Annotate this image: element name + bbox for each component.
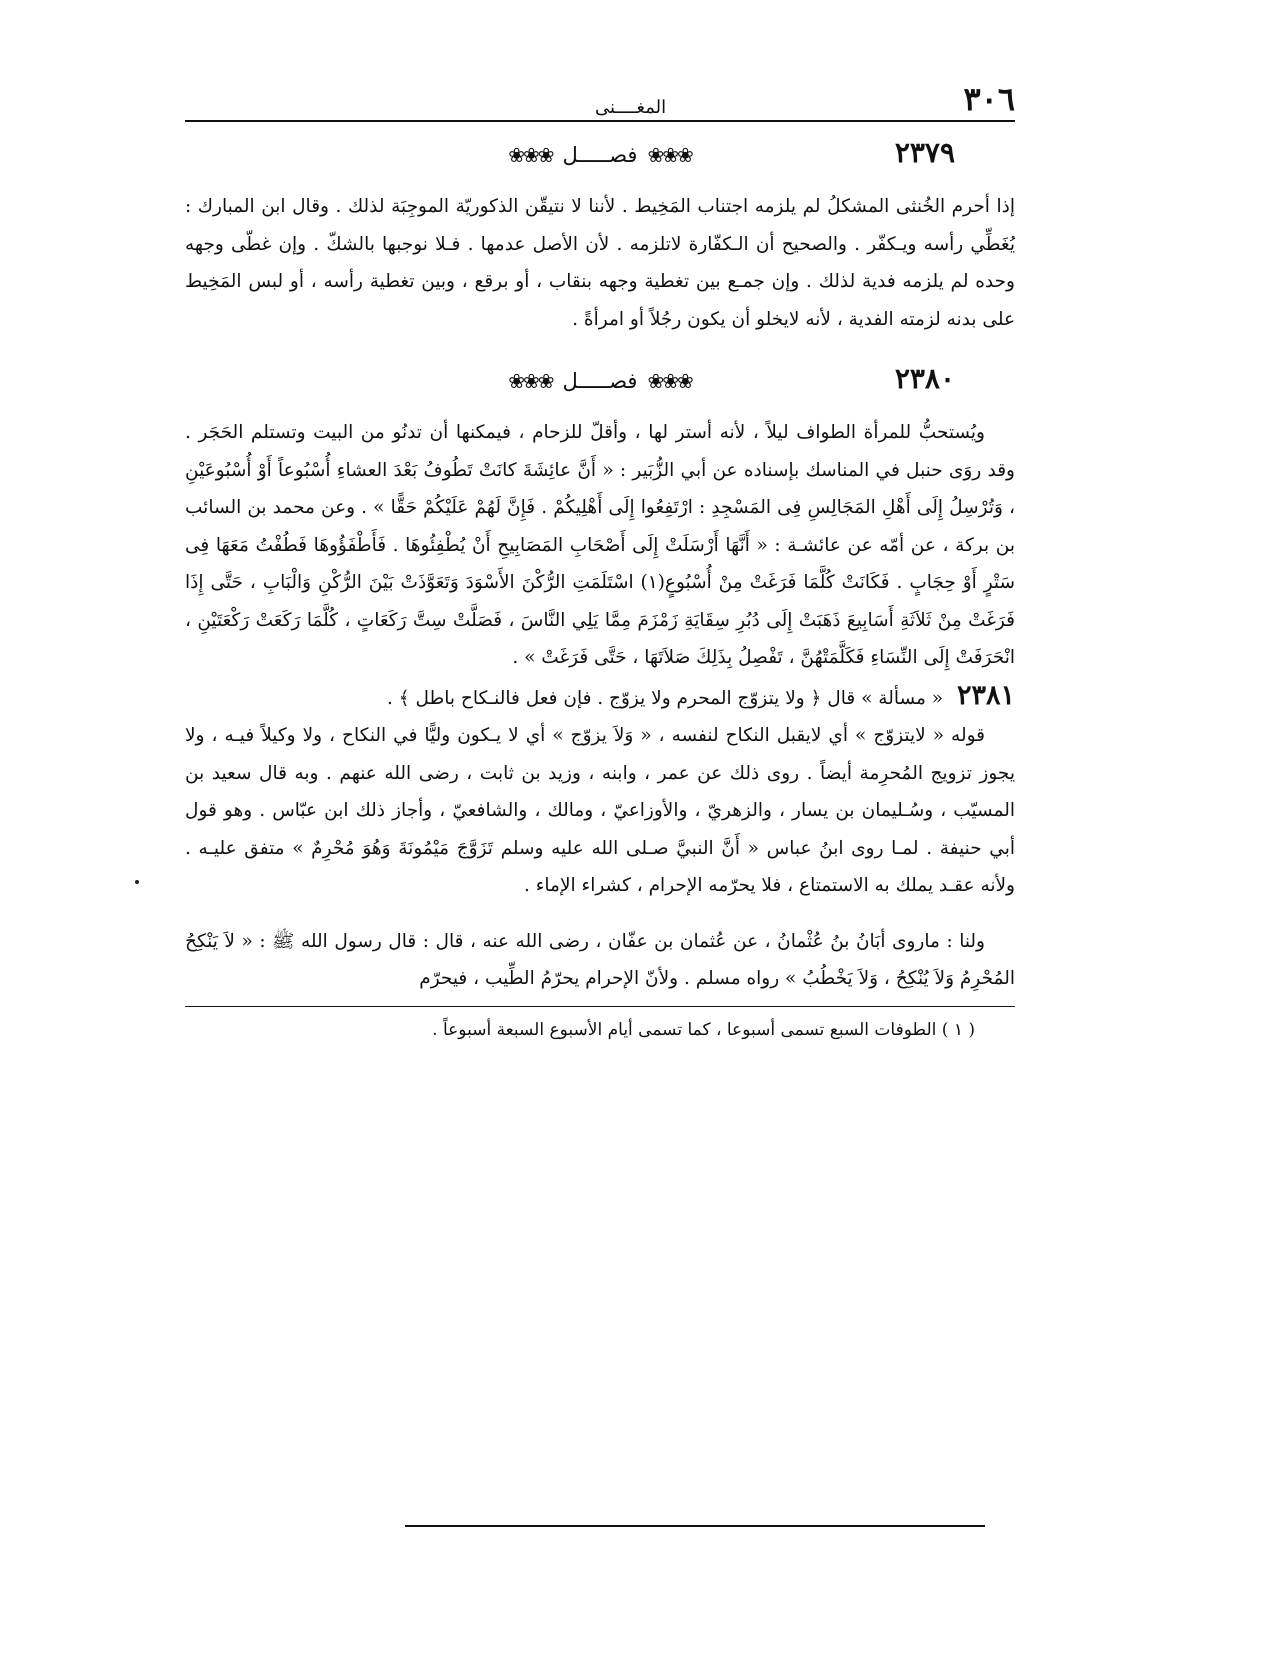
book-title: المغــــنى: [595, 97, 667, 118]
bottom-rule: [405, 1525, 985, 1527]
footnote: ( ١ ) الطوفات السبع تسمى أسبوعا ، كما تسمى أيام الأسبوع السبعة أسبوعاً .: [432, 1019, 975, 1040]
section-heading: [185, 348, 1015, 414]
masala-number: ٢٣٨١: [956, 679, 1015, 711]
masala-heading: [185, 677, 1015, 718]
paragraph: قوله « لايتزوّج » أي لايقبل النكاح لنفسه ، « وَلاَ يزوّج » أي لا يـكون وليًّا في النكاح ، ولا وكيلاً فيـه ، ولا يجوز تزويج المُحرِمة أيضاً . روى ذلك عن عمر ، وابنه ، وزيد بن ثابت ، رضى الله عنهم . وبه قال سعيد بن المسيّب ، وسُـليمان بن يسار ، والزهريّ ، والأوزاعيّ ، ومالك ، والشافعيّ ، وأجاز ذلك ابن عبّاس . وهو قول أبي حنيفة . لمـا روى ابنُ عباس « أَنَّ النبيَّ صـلى الله عليه وسلم تَزَوَّجَ مَيْمُونَةَ وَهُوَ مُحْرِمٌ » متفق عليـه . ولأنه عقـد يملك به الاستمتاع ، فلا يحرّمه الإحرام ، كشراء الإماء .: [185, 725, 1015, 896]
ornament-icon: ❀❀❀: [508, 369, 553, 393]
scan-speck: [135, 880, 139, 884]
section-title: فصـــــل: [562, 369, 638, 393]
section-text: إذا أحرم الخُنثى المشكلُ لم يلزمه اجتناب المَخِيط . لأننا لا نتيقّن الذكوريّة الموجِبَة لذلك . وقال ابن المبارك : يُغَطِّي رأسه ويـكفّر . والصحيح أن الـكفّارة لاتلزمه . لأن الأصل عدمها . فـلا نوجبها بالشكّ . وإن غطّى وجهه وحده لم يلزمه فدية لذلك . وإن جمـع بين تغطية وجهه بنقاب ، أو برقع ، وبين تغطية رأسه ، أو لبس المَخِيط على بدنه لزمته الفدية ، لأنه لايخلو أن يكون رجُلاً أو امرأةً .: [185, 196, 1015, 330]
section-number: ٢٣٧٩: [894, 136, 955, 169]
paragraph: ولنا : ماروى أبَانُ بنُ عُثْمانُ ، عن عُثمان بن عفّان ، رضى الله عنه ، قال : قال رسول الله ﷺ : « لاَ يَنْكِحُ المُحْرِمُ وَلاَ يُنْكِحُ ، وَلاَ يَخْطُبُ » رواه مسلم . ولأنّ الإحرام يحرّمُ الطِّيب ، فيحرّم: [185, 930, 1015, 989]
ornament-icon: ❀❀❀: [647, 143, 692, 167]
section-title: فصـــــل: [562, 143, 638, 167]
ornament-icon: ❀❀❀: [647, 369, 692, 393]
section-heading: [185, 122, 1015, 188]
document-page: [185, 60, 1015, 1064]
section-text: ويُستحبُّ للمرأة الطواف ليلاً ، لأنه أستر لها ، وأقلّ للزحام ، فيمكنها أن تدنُو من البيت وتستلم الحَجَر . وقد روَى حنبل في المناسك بإسناده عن أبي الزُّبَير : « أَنَّ عائِشَةَ كانَتْ تَطُوفُ بَعْدَ العشاءِ أُسْبُوعاً أَوْ أُسْبُوعَيْنِ ، وَتُرْسِلُ إِلَى أَهْلِ المَجَالِسِ فِى المَسْجِدِ : ارْتَفِعُوا إِلَى أَهْلِيكُمْ . فَإِنَّ لَهُمْ عَلَيْكُمْ حَقًّا » . وعن محمد بن السائب بن بركة ، عن أمّه عن عائشـة : « أَنَّهَا أَرْسَلَتْ إِلَى أَصْحَابِ المَصَابِيحِ أَنْ يُطْفِئُوهَا . فَأَطْفَؤُوهَا فَطُفْتُ مَعَهَا فِى سَتْرٍ أَوْ حِجَابٍ . فَكَانَتْ كُلَّمَا فَرَغَتْ مِنْ أُسْبُوعٍ(١) اسْتَلَمَتِ الرُّكْنَ الأَسْوَدَ وَتَعَوَّذَتْ بَيْنَ الرُّكْنِ وَالْبَابِ ، حَتَّى إِذَا فَرَغَتْ مِنْ ثَلاَثَةِ أَسَابِيعَ ذَهَبَتْ إِلَى دُبُرِ سِقَايَةِ زَمْزَمَ مِمَّا يَلِي النَّاسَ ، فَصَلَّتْ سِتَّ رَكَعَاتٍ ، كُلَّمَا رَكَعَتْ رَكْعَتَيْنِ ، انْحَرَفَتْ إِلَى النِّسَاءِ فَكَلَّمَتْهُنَّ ، تَفْصِلُ بِذَلِكَ صَلاَتَهَا ، حَتَّى فَرَغَتْ » .: [185, 422, 1016, 668]
footnote-rule: [185, 1006, 1015, 1007]
ornament-icon: ❀❀❀: [508, 143, 553, 167]
section-number: ٢٣٨٠: [894, 362, 955, 395]
running-head: [185, 60, 1015, 118]
page-number: ٣٠٦: [963, 80, 1015, 118]
masala-text: « مسألة » قال ﴿ ولا يتزوّج المحرم ولا يزوّج . فإن فعل فالنـكاح باطل ﴾ .: [387, 687, 944, 709]
